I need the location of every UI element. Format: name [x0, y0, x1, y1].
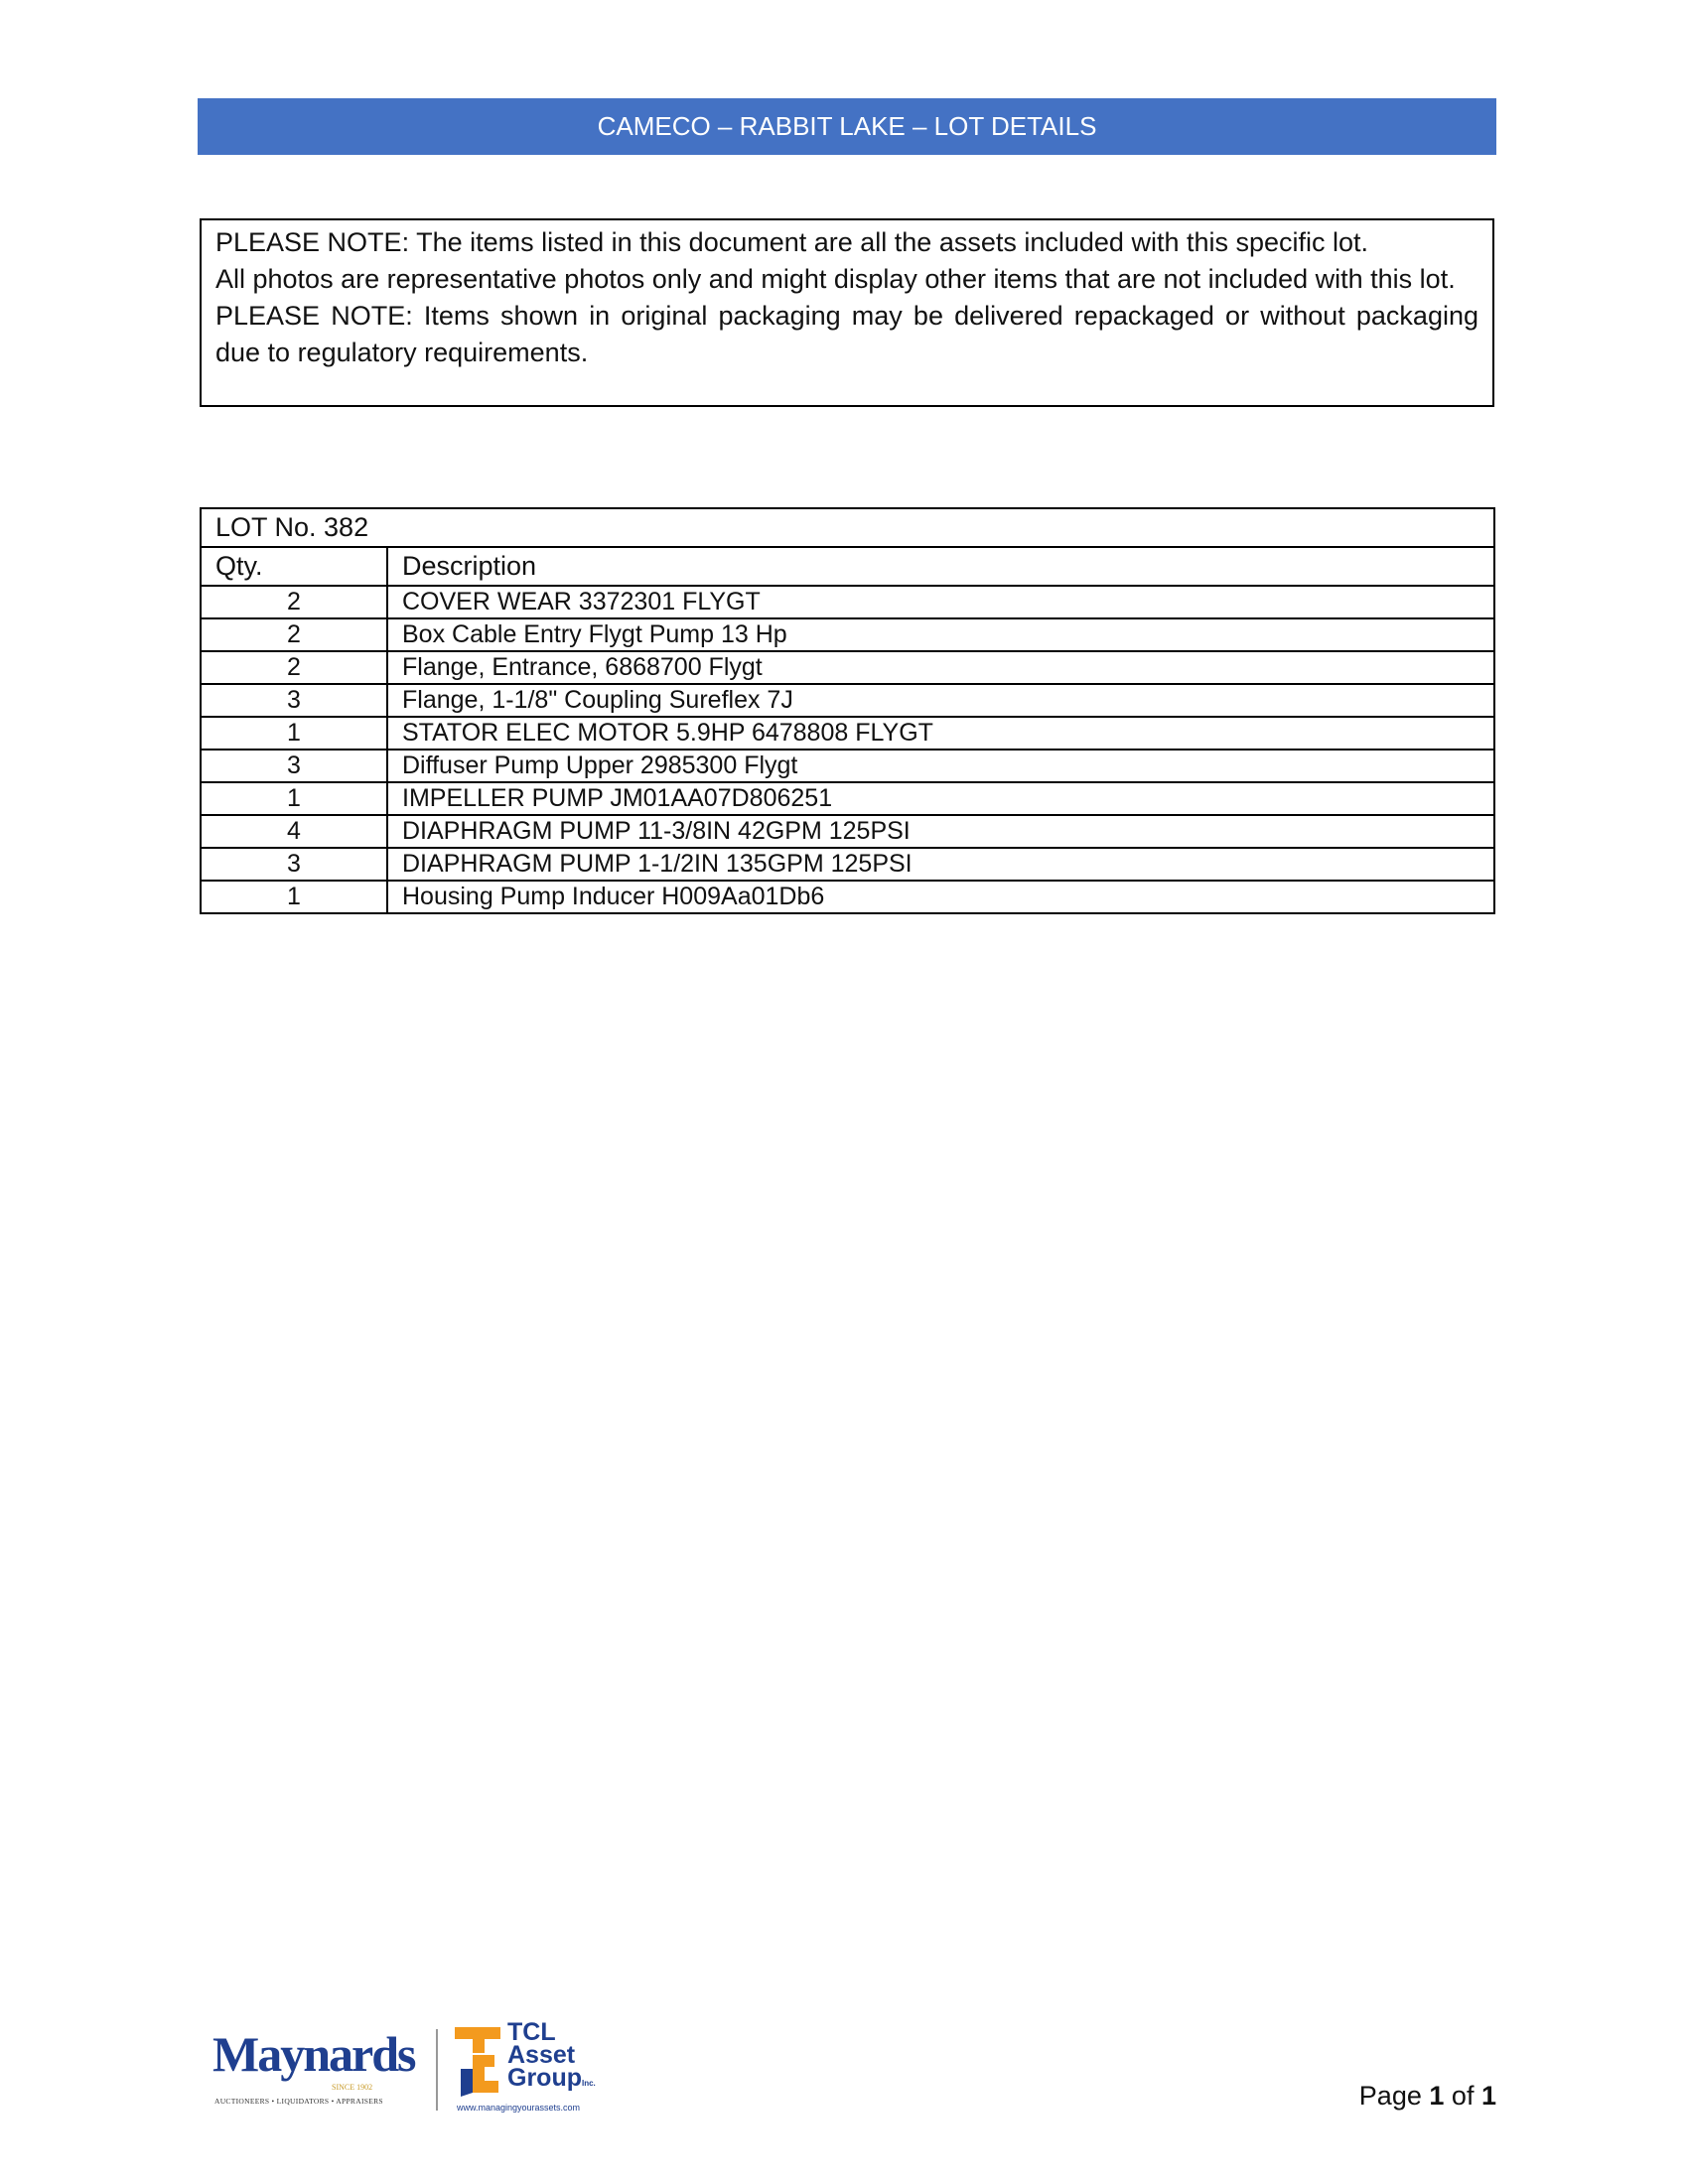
tcl-logo-text: TCL Asset GroupInc. [507, 2018, 596, 2092]
notice-box [200, 218, 1494, 407]
table-row [201, 651, 1494, 684]
item-description: IMPELLER PUMP JM01AA07D806251 [387, 782, 1494, 815]
item-qty: 2 [201, 618, 387, 651]
lot-table [200, 507, 1495, 914]
table-row [201, 717, 1494, 750]
item-description: STATOR ELEC MOTOR 5.9HP 6478808 FLYGT [387, 717, 1494, 750]
document-title-bar [198, 98, 1496, 155]
lot-number: LOT No. 382 [201, 508, 1494, 547]
table-row [201, 815, 1494, 848]
item-qty: 3 [201, 684, 387, 717]
item-description: Flange, Entrance, 6868700 Flygt [387, 651, 1494, 684]
item-qty: 2 [201, 586, 387, 618]
item-description: Housing Pump Inducer H009Aa01Db6 [387, 881, 1494, 913]
column-header-row [201, 547, 1494, 586]
notice-line-2: All photos are representative photos only and might display other items that are not included with this lot. [215, 264, 1456, 294]
table-row [201, 881, 1494, 913]
item-description: Flange, 1-1/8" Coupling Sureflex 7J [387, 684, 1494, 717]
item-description: Diffuser Pump Upper 2985300 Flygt [387, 750, 1494, 782]
qty-column-header: Qty. [201, 547, 387, 586]
lot-number-row [201, 508, 1494, 547]
item-qty: 2 [201, 651, 387, 684]
maynards-since: SINCE 1902 [332, 2083, 373, 2092]
notice-line-1: PLEASE NOTE: The items listed in this document are all the assets included with this specific lot. [215, 227, 1369, 257]
table-row [201, 782, 1494, 815]
item-description: DIAPHRAGM PUMP 11-3/8IN 42GPM 125PSI [387, 815, 1494, 848]
item-qty: 4 [201, 815, 387, 848]
table-row [201, 848, 1494, 881]
item-qty: 3 [201, 750, 387, 782]
page-number: Page 1 of 1 [1358, 2081, 1496, 2111]
item-qty: 1 [201, 782, 387, 815]
logo-divider [436, 2029, 438, 2111]
item-description: COVER WEAR 3372301 FLYGT [387, 586, 1494, 618]
item-description: DIAPHRAGM PUMP 1-1/2IN 135GPM 125PSI [387, 848, 1494, 881]
tcl-url: www.managingyourassets.com [457, 2103, 581, 2113]
description-column-header: Description [387, 547, 1494, 586]
footer-logos [212, 2018, 600, 2116]
table-row [201, 684, 1494, 717]
tcl-logo-mark-icon [451, 2023, 510, 2103]
notice-line-3: PLEASE NOTE: Items shown in original packaging may be delivered repackaged or without packaging due to regulatory requirements. [215, 301, 1478, 367]
table-row [201, 586, 1494, 618]
item-description: Box Cable Entry Flygt Pump 13 Hp [387, 618, 1494, 651]
item-qty: 1 [201, 881, 387, 913]
maynards-logo: Maynards [212, 2026, 415, 2082]
maynards-tagline: AUCTIONEERS • LIQUIDATORS • APPRAISERS [214, 2097, 383, 2106]
table-row [201, 750, 1494, 782]
item-qty: 3 [201, 848, 387, 881]
document-title: CAMECO – RABBIT LAKE – LOT DETAILS [597, 111, 1097, 141]
table-row [201, 618, 1494, 651]
item-qty: 1 [201, 717, 387, 750]
